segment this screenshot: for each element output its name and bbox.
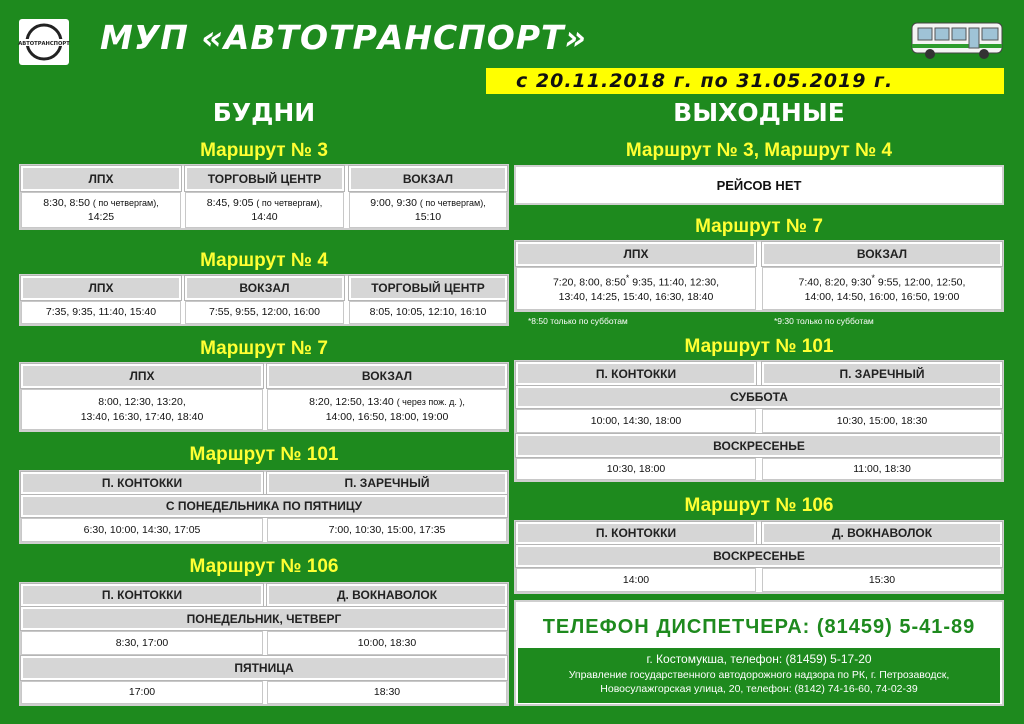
weekday-r7-times-lph	[21, 389, 263, 430]
time-value: 14:00, 14:50, 16:00, 16:50, 19:00	[804, 290, 960, 303]
time-value: 13:40, 16:30, 17:40, 18:40	[80, 410, 204, 423]
weekday-r106-days-fri: ПЯТНИЦА	[21, 656, 507, 680]
weekend-r101-days-sunday: ВОСКРЕСЕНЬЕ	[516, 434, 1002, 457]
weekend-route-3-4-title: Маршрут № 3, Маршрут № 4	[625, 140, 893, 161]
weekday-route-4-title: Маршрут № 4	[200, 250, 328, 271]
validity-period: с 20.11.2018 г. по 31.05.2019 г.	[486, 68, 1004, 94]
time-value: 7:20, 8:00, 8:50	[552, 276, 626, 289]
weekday-r106-stop-voknavolok: Д. ВОКНАВОЛОК	[267, 584, 507, 606]
time-value: 15:10	[414, 211, 442, 223]
weekend-route-106-title: Маршрут № 106	[684, 495, 834, 516]
time-value: 8:20, 12:50, 13:40	[309, 396, 394, 409]
time-note: ( по четвергам),	[419, 197, 486, 208]
time-value: 9:55, 12:00, 12:50,	[874, 276, 966, 289]
weekend-r101-stop-zarechny: П. ЗАРЕЧНЫЙ	[762, 362, 1002, 385]
weekday-r4-stop-vokzal: ВОКЗАЛ	[185, 276, 344, 300]
weekend-r106-times-kontokki: 14:00	[516, 568, 756, 592]
time-value: 9:35, 11:40, 12:30,	[629, 276, 720, 289]
weekend-r7-stop-vokzal: ВОКЗАЛ	[762, 242, 1002, 266]
company-logo	[19, 19, 69, 65]
time-value: 8:00, 12:30, 13:20,	[98, 396, 186, 409]
weekend-r7-stop-lph: ЛПХ	[516, 242, 756, 266]
logo-text: АВТОТРАНСПОРТ	[18, 41, 70, 47]
weekend-r101-stop-kontokki: П. КОНТОККИ	[516, 362, 756, 385]
weekend-route-101-title: Маршрут № 101	[684, 336, 834, 357]
weekend-r106-stop-kontokki: П. КОНТОККИ	[516, 522, 756, 544]
weekend-r7-note-850: *8:50 только по субботам	[528, 316, 628, 326]
weekday-r106-times1-kontokki: 8:30, 17:00	[21, 631, 263, 655]
time-value: 13:40, 14:25, 15:40, 16:30, 18:40	[558, 290, 714, 303]
weekend-r106-days: ВОСКРЕСЕНЬЕ	[516, 545, 1002, 567]
weekday-r3-stop-tc: ТОРГОВЫЙ ЦЕНТР	[185, 166, 344, 191]
time-note: ( через пож. д. ),	[396, 397, 465, 408]
weekend-r101-days-saturday: СУББОТА	[516, 386, 1002, 408]
weekday-r106-days-mon-thu: ПОНЕДЕЛЬНИК, ЧЕТВЕРГ	[21, 607, 507, 630]
page-title: МУП «АВТОТРАНСПОРТ»	[100, 18, 587, 57]
time-value: 14:25	[87, 211, 115, 223]
weekend-r101-times2-kontokki: 10:30, 18:00	[516, 458, 756, 480]
dispatcher-phone: ТЕЛЕФОН ДИСПЕТЧЕРА: (81459) 5-41-89	[542, 615, 976, 638]
weekday-r3-times-tc	[185, 192, 344, 228]
weekday-r4-times-vokzal: 7:55, 9:55, 12:00, 16:00	[185, 301, 344, 324]
weekday-r7-times-vokzal	[267, 389, 507, 430]
weekday-r3-times-vokzal	[349, 192, 507, 228]
bus-icon	[910, 20, 1005, 62]
weekend-r106-times-voknavolok: 15:30	[762, 568, 1002, 592]
time-value: 7:40, 8:20, 9:30	[798, 276, 872, 289]
weekend-route-3-4-no-trips: РЕЙСОВ НЕТ	[514, 165, 1004, 205]
time-value: 8:30, 8:50	[43, 196, 90, 209]
weekday-route-106-title: Маршрут № 106	[189, 556, 339, 577]
weekend-r7-note-930: *9:30 только по субботам	[774, 316, 874, 326]
weekday-r106-times2-kontokki: 17:00	[21, 681, 263, 704]
time-value: 14:00, 16:50, 18:00, 19:00	[325, 410, 449, 423]
weekday-r3-stop-lph: ЛПХ	[21, 166, 181, 191]
time-value: 8:45, 9:05	[206, 196, 254, 209]
weekend-route-7-title: Маршрут № 7	[695, 216, 823, 237]
weekday-r106-times1-voknavolok: 10:00, 18:30	[267, 631, 507, 655]
weekday-r101-days: С ПОНЕДЕЛЬНИКА ПО ПЯТНИЦУ	[21, 495, 507, 517]
weekday-r106-times2-voknavolok: 18:30	[267, 681, 507, 704]
weekday-r7-stop-vokzal: ВОКЗАЛ	[267, 364, 507, 388]
weekday-route-101-title: Маршрут № 101	[189, 444, 339, 465]
time-value: 9:00, 9:30	[370, 196, 417, 209]
weekend-r101-times2-zarechny: 11:00, 18:30	[762, 458, 1002, 480]
weekday-r3-stop-vokzal: ВОКЗАЛ	[349, 166, 507, 191]
weekday-r101-times-kontokki: 6:30, 10:00, 14:30, 17:05	[21, 518, 263, 542]
weekday-r4-times-lph: 7:35, 9:35, 11:40, 15:40	[21, 301, 181, 324]
contact-line-address: Новосулажгорская улица, 20, телефон: (8142) 74-16-60, 74-02-39	[600, 683, 918, 696]
weekday-r4-stop-lph: ЛПХ	[21, 276, 181, 300]
weekend-r7-times-vokzal: 7:40, 8:20, 9:30* 9:55, 12:00, 12:50, 14:00, 14:50, 16:00, 16:50, 19:00	[762, 267, 1002, 310]
time-note: ( по четвергам),	[256, 197, 323, 208]
contact-line-city: г. Костомукша, телефон: (81459) 5-17-20	[646, 652, 872, 666]
contact-info	[518, 648, 1000, 703]
weekday-r101-times-zarechny: 7:00, 10:30, 15:00, 17:35	[267, 518, 507, 542]
weekend-r101-times1-zarechny: 10:30, 15:00, 18:30	[762, 409, 1002, 433]
weekend-r7-times-lph: 7:20, 8:00, 8:50* 9:35, 11:40, 12:30, 13:40, 14:25, 15:40, 16:30, 18:40	[516, 267, 756, 310]
weekday-r7-stop-lph: ЛПХ	[21, 364, 263, 388]
weekday-r3-times-lph	[21, 192, 181, 228]
time-value: 14:40	[251, 211, 278, 223]
weekends-title: ВЫХОДНЫЕ	[673, 98, 845, 127]
weekend-r106-stop-voknavolok: Д. ВОКНАВОЛОК	[762, 522, 1002, 544]
weekday-r4-times-tc: 8:05, 10:05, 12:10, 16:10	[349, 301, 507, 324]
weekday-route-3-title: Маршрут № 3	[200, 140, 328, 161]
weekday-r106-stop-kontokki: П. КОНТОККИ	[21, 584, 263, 606]
weekend-r101-times1-kontokki: 10:00, 14:30, 18:00	[516, 409, 756, 433]
weekdays-title: БУДНИ	[212, 98, 316, 127]
time-note: ( по четвергам),	[92, 197, 159, 208]
contact-line-agency: Управление государственного автодорожного надзора по РК, г. Петрозаводск,	[568, 668, 950, 681]
weekday-r101-stop-zarechny: П. ЗАРЕЧНЫЙ	[267, 472, 507, 494]
weekday-r4-stop-tc: ТОРГОВЫЙ ЦЕНТР	[349, 276, 507, 300]
weekday-route-7-title: Маршрут № 7	[200, 338, 328, 359]
weekday-r101-stop-kontokki: П. КОНТОККИ	[21, 472, 263, 494]
